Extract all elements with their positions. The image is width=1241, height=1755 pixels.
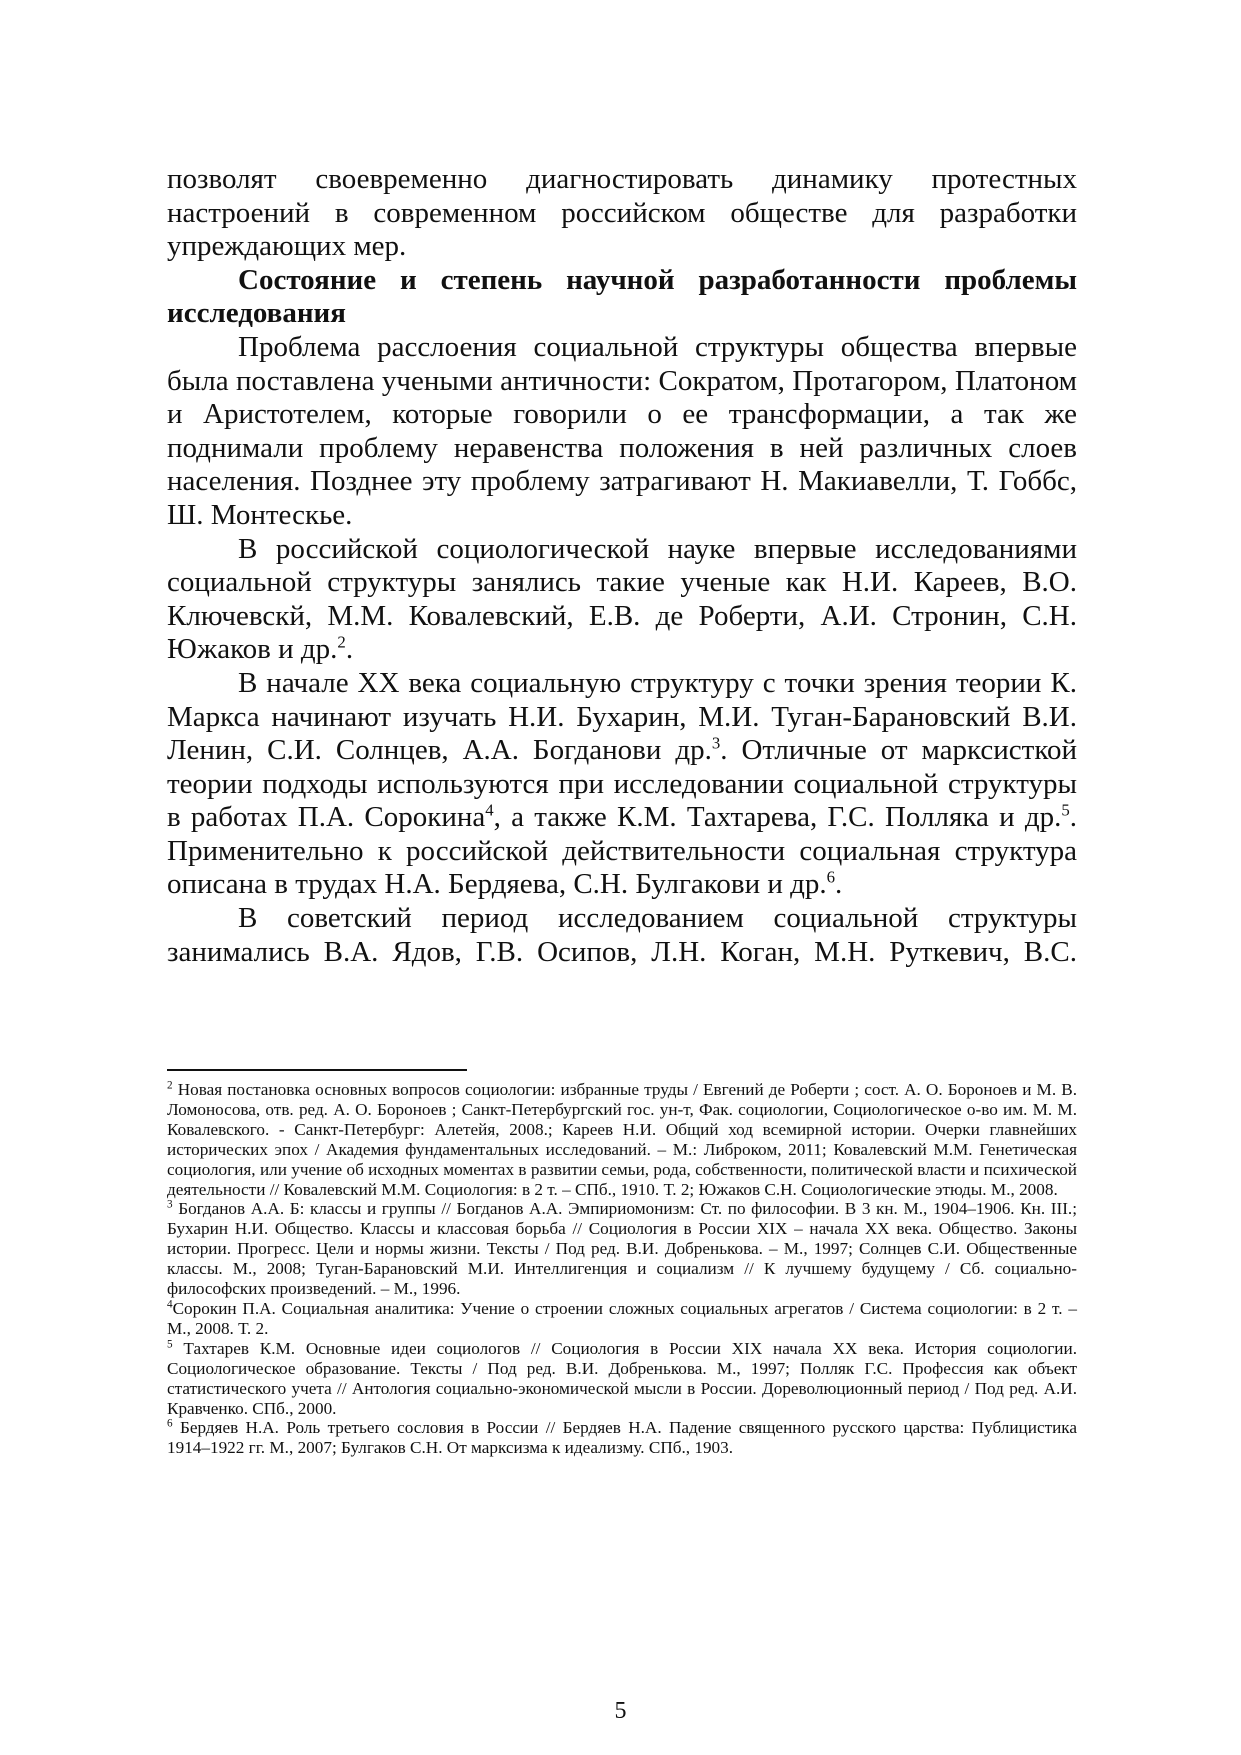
paragraph-antiquity: Проблема расслоения социальной структуры общества впервые была поставлена учеными античности: Сократом, Протагором, Платоном и Аристотелем, которые говорили о ее трансформации, а так же поднимали проблему неравенства положения в ней различных слоев населения. Позднее эту проблему затрагивают Н. Макиавелли, Т. Гоббс, Ш. Монтескье. bbox=[167, 330, 1077, 531]
footnote-4 bbox=[167, 1299, 1077, 1339]
footnote-number: 3 bbox=[167, 1198, 173, 1211]
paragraph-russian-sociology: В российской социологической науке впервые исследованиями социальной структуры занялись такие ученые как Н.И. Кареев, В.О. Ключевскй, М.М. Ковалевский, Е.В. де Роберти, А.И. Стронин, С.Н. Южаков и др.$^2$. bbox=[167, 532, 1077, 666]
footnote-text: Сорокин П.А. Социальная аналитика: Учение о строении сложных социальных агрегатов / Система социологии: в 2 т. – М., 2008. Т. 2. bbox=[167, 1298, 1077, 1338]
main-text bbox=[167, 163, 1077, 969]
footnote-number: 5 bbox=[167, 1338, 173, 1351]
footnote-ref-5[interactable]: 5 bbox=[1061, 800, 1070, 820]
section-heading: Состояние и степень научной разработанности проблемы исследования bbox=[167, 263, 1077, 330]
footnotes bbox=[167, 1080, 1077, 1458]
paragraph-soviet-period: В советский период исследованием социальной структуры занимались В.А. Ядов, Г.В. Осипов, Л.Н. Коган, М.Н. Руткевич, В.С. bbox=[167, 902, 1077, 968]
paragraph-continuation: позволят своевременно диагностировать динамику протестных настроений в современном российском обществе для разработки упреждающих мер. bbox=[167, 163, 1077, 263]
footnote-6 bbox=[167, 1418, 1077, 1458]
footnote-text: Бердяев Н.А. Роль третьего сословия в России // Бердяев Н.А. Падение священного русского царства: Публицистика 1914–1922 гг. М., 2007; Булгаков С.Н. От марксизма к идеализму. СПб., 1903. bbox=[167, 1418, 1077, 1458]
footnote-ref-6[interactable]: 6 bbox=[826, 867, 836, 887]
footnote-ref-3[interactable]: 3 bbox=[711, 733, 721, 753]
footnote-5 bbox=[167, 1339, 1077, 1419]
footnote-2 bbox=[167, 1080, 1077, 1199]
paragraph-marxist-approach: В начале XX века социальную структуру с точки зрения теории К. Маркса начинают изучать Н.И. Бухарин, М.И. Туган-Барановский В.И. Ленин, С.И. Солнцев, А.А. Богданови др.$^3$. Отличные от марксисткой теории подходы используются при исследовании социальной структуры в работах П.А. Сорокина$^4$, а также К.М. Тахтарева, Г.С. Полляка и др.$^5$. Применительно к российской действительности социальная структура описана в трудах Н.А. Бердяева, С.Н. Булгакови и др.$^6$. bbox=[167, 666, 1077, 901]
page-number: 5 bbox=[614, 1698, 627, 1724]
footnote-number: 4 bbox=[167, 1298, 173, 1311]
footnote-text: Новая постановка основных вопросов социологии: избранные труды / Евгений де Роберти ; сост. А. О. Бороноев и М. В. Ломоносова, отв. ред. А. О. Бороноев ; Санкт-Петербургский гос. ун-т, Фак. социологии, Социологическое о-во им. М. М. Ковалевского. - Санкт-Петербург: Алетейя, 2008.; Кареев Н.И. Общий ход всемирной истории. Очерки главнейших исторических эпох / Академия фундаментальных исследований. – М.: Либроком, 2011; Ковалевский М.М. Генетическая социология, или учение об исходных моментах в развитии семьи, рода, собственности, политической власти и психической деятельности // Ковалевский М.М. Социология: в 2 т. – СПб., 1910. Т. 2; Южаков С.Н. Социологические этюды. М., 2008. bbox=[167, 1080, 1077, 1199]
footnote-text: Тахтарев К.М. Основные идеи социологов // Социология в России XIX начала XX века. История социологии. Социологическое образование. Тексты / Под ред. В.И. Добренькова. М., 1997; Полляк Г.С. Профессия как объект статистического учета // Антология социально-экономической мысли в России. Дореволюционный период / Под ред. А.И. Кравченко. СПб., 2000. bbox=[167, 1338, 1077, 1418]
footnote-number: 2 bbox=[167, 1079, 173, 1092]
footnote-text: Богданов А.А. Б: классы и группы // Богданов А.А. Эмпириомонизм: Ст. по философии. В 3 кн. М., 1904–1906. Кн. III.; Бухарин Н.И. Общество. Классы и классовая борьба // Социология в России XIX – начала XX века. Общество. Законы истории. Прогресс. Цели и нормы жизни. Тексты / Под ред. В.И. Добренькова. – М., 1997; Солнцев С.И. Общественные классы. М., 2008; Туган-Барановский М.И. Интеллигенция и социализм // К лучшему будущему / Сб. социально-философских произведений. – М., 1996. bbox=[167, 1199, 1077, 1299]
footnote-separator bbox=[167, 1069, 467, 1071]
footnote-ref-2[interactable]: 2 bbox=[337, 632, 346, 652]
footnote-number: 6 bbox=[167, 1417, 173, 1430]
paragraph-text: В российской социологической науке впервые исследованиями социальной структуры занялись такие ученые как Н.И. Кареев, В.О. Ключевскй, М.М. Ковалевский, Е.В. де Роберти, А.И. Стронин, С.Н. Южаков и др. bbox=[167, 532, 1077, 666]
footnote-ref-4[interactable]: 4 bbox=[485, 800, 494, 820]
footnote-3 bbox=[167, 1199, 1077, 1299]
